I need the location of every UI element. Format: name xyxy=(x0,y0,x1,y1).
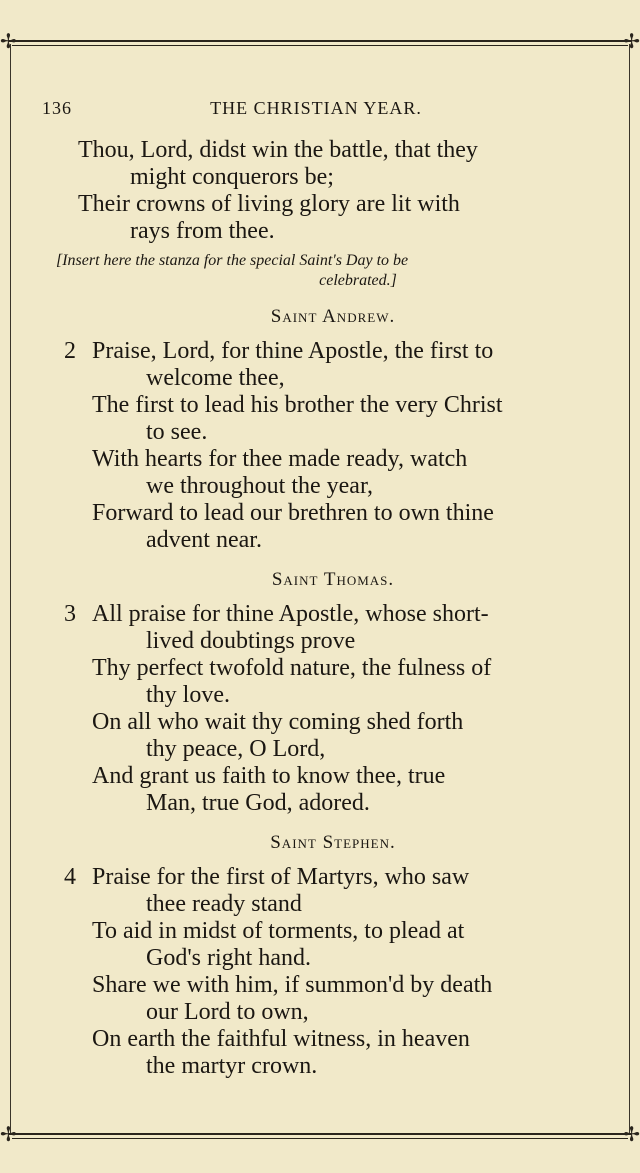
verse-line: With hearts for thee made ready, watch xyxy=(92,446,468,472)
corner-ornament-icon: ✢ xyxy=(623,1122,640,1146)
left-border-line xyxy=(10,44,11,1133)
verse-block xyxy=(40,864,590,1080)
verse-line: All praise for thine Apostle, whose short- xyxy=(92,601,489,627)
verse-line: Praise for the first of Martyrs, who saw xyxy=(92,864,470,890)
verse-line: The first to lead his brother the very Christ xyxy=(92,392,503,418)
rubric-note xyxy=(40,251,590,291)
section-heading: Saint Stephen. xyxy=(270,832,396,853)
rubric-line: [Insert here the stanza for the special Saint's Day to be xyxy=(56,252,409,269)
verse-line: Share we with him, if summon'd by death xyxy=(92,972,493,998)
section-heading: Saint Thomas. xyxy=(271,569,395,590)
rubric-line: celebrated.] xyxy=(319,272,397,289)
verse-line: Forward to lead our brethren to own thine xyxy=(92,500,494,526)
page-header xyxy=(42,98,590,122)
verse-number: 2 xyxy=(64,338,76,364)
verse-line: welcome thee, xyxy=(146,365,285,391)
verse-line: On earth the faithful witness, in heaven xyxy=(92,1026,470,1052)
verse-block xyxy=(40,601,590,817)
verse-line: Their crowns of living glory are lit with xyxy=(78,191,460,217)
verse-line: to see. xyxy=(146,419,208,445)
right-border-line xyxy=(629,44,630,1133)
running-title: THE CHRISTIAN YEAR. xyxy=(210,98,422,118)
verse-number: 3 xyxy=(64,601,76,627)
verse-line: Man, true God, adored. xyxy=(146,790,370,816)
top-border-rule xyxy=(8,40,632,42)
verse-line: advent near. xyxy=(146,527,262,553)
hymn-text xyxy=(40,137,590,1080)
verse-line: lived doubtings prove xyxy=(146,628,356,654)
verse-line: Thy perfect twofold nature, the fulness of xyxy=(92,655,492,681)
verse-line: Thou, Lord, didst win the battle, that they xyxy=(78,137,478,163)
section-heading: Saint Andrew. xyxy=(270,306,396,327)
verse-line: rays from thee. xyxy=(130,218,275,244)
verse-line: thee ready stand xyxy=(146,891,302,917)
verse-line: God's right hand. xyxy=(146,945,311,971)
corner-ornament-icon: ✢ xyxy=(0,29,17,53)
verse-line: And grant us faith to know thee, true xyxy=(92,763,446,789)
page-number: 136 xyxy=(42,98,72,118)
verse-line: Praise, Lord, for thine Apostle, the first to xyxy=(92,338,494,364)
verse-line: we throughout the year, xyxy=(146,473,373,499)
verse-line: thy peace, O Lord, xyxy=(146,736,326,762)
verse-line: our Lord to own, xyxy=(146,999,309,1025)
verse-line: thy love. xyxy=(146,682,230,708)
verse-line: To aid in midst of torments, to plead at xyxy=(92,918,465,944)
corner-ornament-icon: ✢ xyxy=(0,1122,17,1146)
verse-line: On all who wait thy coming shed forth xyxy=(92,709,464,735)
verse-number: 4 xyxy=(64,864,76,890)
verse-line: might conquerors be; xyxy=(130,164,334,190)
verse-block xyxy=(40,338,590,554)
corner-ornament-icon: ✢ xyxy=(623,29,640,53)
verse-line: the martyr crown. xyxy=(146,1053,318,1079)
bottom-border-rule xyxy=(8,1133,632,1135)
